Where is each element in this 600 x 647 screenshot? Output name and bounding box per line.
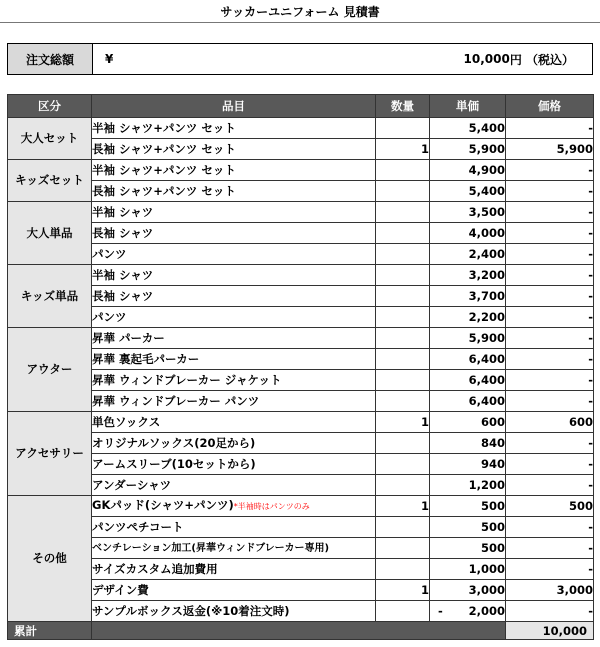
header-quantity: 数量 (376, 95, 430, 118)
table-row (8, 160, 594, 181)
sum-row (8, 622, 594, 640)
order-total-value: 10,000 (463, 52, 510, 66)
item-name: 長袖 シャツ (92, 288, 154, 303)
table-row (8, 580, 594, 601)
item-cell (92, 370, 376, 391)
quantity-cell (376, 559, 430, 580)
table-row (8, 517, 594, 538)
header-item: 品目 (92, 95, 376, 118)
unit-price-value: 6,400 (468, 372, 505, 387)
quantity-cell (376, 454, 430, 475)
item-cell (92, 433, 376, 454)
category-cell: アクセサリー (8, 412, 92, 496)
unit-price-value: 1,000 (468, 561, 505, 576)
unit-price-cell (430, 580, 506, 601)
unit-price-value: 5,900 (468, 330, 505, 345)
quantity-cell (376, 265, 430, 286)
price-cell: - (506, 265, 594, 286)
table-row (8, 181, 594, 202)
item-name: 半袖 シャツ+パンツ セット (92, 162, 236, 177)
item-name: アンダーシャツ (92, 477, 172, 492)
item-cell (92, 223, 376, 244)
order-total-box (7, 43, 593, 75)
unit-price-value: 3,000 (468, 582, 505, 597)
table-row (8, 118, 594, 139)
unit-price-value: 940 (480, 456, 505, 471)
price-cell: - (506, 160, 594, 181)
unit-price-cell (430, 265, 506, 286)
item-cell (92, 286, 376, 307)
unit-price-value: 4,900 (468, 162, 505, 177)
currency-symbol: ¥ (105, 52, 114, 66)
item-name: パンツペチコート (92, 519, 184, 534)
table-row (8, 265, 594, 286)
item-name: アームスリーブ(10セットから) (92, 456, 256, 471)
quantity-cell (376, 349, 430, 370)
unit-price-value: 500 (480, 540, 505, 555)
item-name: オリジナルソックス(20足から) (92, 435, 256, 450)
unit-price-cell (430, 496, 506, 517)
minus-sign: - (438, 603, 443, 618)
price-cell: - (506, 181, 594, 202)
unit-price-cell (430, 160, 506, 181)
price-cell: - (506, 328, 594, 349)
order-total-label: 注文総額 (8, 44, 93, 74)
unit-price-value: 840 (480, 435, 505, 450)
unit-price-cell (430, 181, 506, 202)
quantity-cell (376, 160, 430, 181)
item-cell (92, 307, 376, 328)
quantity-cell: 1 (376, 139, 430, 160)
table-row (8, 496, 594, 517)
unit-price-value: 5,400 (468, 183, 505, 198)
table-row (8, 286, 594, 307)
item-cell (92, 580, 376, 601)
category-cell: キッズ単品 (8, 265, 92, 328)
category-cell: アウター (8, 328, 92, 412)
quantity-cell (376, 433, 430, 454)
item-cell (92, 454, 376, 475)
header-unit-price: 単価 (430, 95, 506, 118)
table-row (8, 412, 594, 433)
header-price: 価格 (506, 95, 594, 118)
item-name: 昇華 パーカー (92, 330, 165, 345)
category-cell: その他 (8, 496, 92, 622)
quantity-cell (376, 223, 430, 244)
price-cell: - (506, 118, 594, 139)
price-cell: - (506, 223, 594, 244)
quantity-cell (376, 181, 430, 202)
unit-price-value: 6,400 (468, 393, 505, 408)
price-cell: - (506, 601, 594, 622)
item-name: 長袖 シャツ+パンツ セット (92, 183, 236, 198)
unit-price-cell (430, 118, 506, 139)
item-name: サイズカスタム追加費用 (92, 561, 218, 576)
item-name: ベンチレーション加工(昇華ウィンドブレーカー専用) (92, 542, 330, 554)
price-cell: - (506, 433, 594, 454)
item-name: 昇華 裏起毛パーカー (92, 351, 200, 366)
document-title: サッカーユニフォーム 見積書 (220, 5, 380, 19)
quantity-cell: 1 (376, 412, 430, 433)
price-cell: - (506, 244, 594, 265)
quantity-cell (376, 517, 430, 538)
item-cell (92, 412, 376, 433)
unit-price-cell (430, 412, 506, 433)
table-row (8, 391, 594, 412)
table-row (8, 328, 594, 349)
price-cell: 3,000 (506, 580, 594, 601)
table-row (8, 601, 594, 622)
quantity-cell (376, 307, 430, 328)
price-cell: - (506, 307, 594, 328)
item-name: 半袖 シャツ (92, 204, 154, 219)
unit-price-cell (430, 475, 506, 496)
item-cell (92, 601, 376, 622)
price-cell: - (506, 475, 594, 496)
price-cell: 500 (506, 496, 594, 517)
unit-price-cell (430, 517, 506, 538)
item-cell (92, 538, 376, 559)
unit-price-cell (430, 370, 506, 391)
category-cell: 大人セット (8, 118, 92, 160)
unit-price-cell (430, 433, 506, 454)
item-name: パンツ (92, 246, 127, 261)
quantity-cell (376, 391, 430, 412)
item-cell (92, 118, 376, 139)
quantity-cell (376, 370, 430, 391)
price-cell: - (506, 517, 594, 538)
unit-price-cell (430, 223, 506, 244)
table-row (8, 475, 594, 496)
unit-price-value: 1,200 (468, 477, 505, 492)
table-row (8, 370, 594, 391)
quantity-cell (376, 244, 430, 265)
item-cell (92, 475, 376, 496)
item-cell (92, 496, 376, 517)
item-name: パンツ (92, 309, 127, 324)
unit-price-value: 5,400 (468, 120, 505, 135)
item-cell (92, 139, 376, 160)
table-row (8, 349, 594, 370)
item-name: 長袖 シャツ (92, 225, 154, 240)
price-cell: - (506, 538, 594, 559)
table-header-row (8, 95, 594, 118)
item-name: 単色ソックス (92, 414, 161, 429)
quantity-cell (376, 118, 430, 139)
quantity-cell (376, 202, 430, 223)
table-row (8, 307, 594, 328)
item-name: GKパッド(シャツ+パンツ) (92, 498, 234, 512)
header-category: 区分 (8, 95, 92, 118)
unit-price-value: 2,200 (468, 309, 505, 324)
unit-price-cell (430, 286, 506, 307)
table-row (8, 202, 594, 223)
quantity-cell: 1 (376, 580, 430, 601)
unit-price-cell (430, 328, 506, 349)
unit-price-cell (430, 349, 506, 370)
price-cell: - (506, 202, 594, 223)
unit-price-cell (430, 454, 506, 475)
sum-label: 累計 (8, 622, 92, 640)
sum-spacer (92, 622, 506, 640)
price-cell: 5,900 (506, 139, 594, 160)
item-cell (92, 160, 376, 181)
unit-price-value: 4,000 (468, 225, 505, 240)
quantity-cell (376, 601, 430, 622)
unit-price-value: 2,000 (468, 603, 505, 618)
item-cell (92, 559, 376, 580)
item-cell (92, 181, 376, 202)
order-total-unit: 円 （税込） (509, 52, 574, 67)
unit-price-value: 3,700 (468, 288, 505, 303)
sum-value: 10,000 (506, 622, 594, 640)
price-cell: - (506, 391, 594, 412)
unit-price-cell (430, 601, 506, 622)
quantity-cell: 1 (376, 496, 430, 517)
table-row (8, 454, 594, 475)
item-name: 半袖 シャツ (92, 267, 154, 282)
item-cell (92, 202, 376, 223)
item-note: *半袖時はパンツのみ (233, 502, 310, 511)
price-cell: - (506, 370, 594, 391)
category-cell: 大人単品 (8, 202, 92, 265)
table-row (8, 559, 594, 580)
table-row (8, 433, 594, 454)
unit-price-cell (430, 139, 506, 160)
unit-price-value: 5,900 (468, 141, 505, 156)
item-cell (92, 244, 376, 265)
order-total-amount (145, 44, 592, 74)
item-cell (92, 517, 376, 538)
unit-price-value: 600 (480, 414, 505, 429)
unit-price-cell (430, 307, 506, 328)
item-cell (92, 391, 376, 412)
quantity-cell (376, 475, 430, 496)
unit-price-cell (430, 391, 506, 412)
unit-price-value: 6,400 (468, 351, 505, 366)
title-divider (0, 22, 600, 23)
quantity-cell (376, 328, 430, 349)
table-row (8, 538, 594, 559)
item-name: 昇華 ウィンドブレーカー ジャケット (92, 372, 282, 387)
unit-price-value: 2,400 (468, 246, 505, 261)
item-cell (92, 349, 376, 370)
unit-price-cell (430, 244, 506, 265)
quantity-cell (376, 286, 430, 307)
item-name: サンプルボックス返金(※10着注文時) (92, 603, 290, 618)
price-cell: - (506, 559, 594, 580)
item-name: 昇華 ウィンドブレーカー パンツ (92, 393, 260, 408)
item-name: 半袖 シャツ+パンツ セット (92, 120, 236, 135)
unit-price-cell (430, 559, 506, 580)
category-cell: キッズセット (8, 160, 92, 202)
table-row (8, 139, 594, 160)
unit-price-value: 3,500 (468, 204, 505, 219)
unit-price-value: 3,200 (468, 267, 505, 282)
table-row (8, 244, 594, 265)
item-name: 長袖 シャツ+パンツ セット (92, 141, 236, 156)
quote-table-body (8, 118, 594, 622)
unit-price-cell (430, 538, 506, 559)
quantity-cell (376, 538, 430, 559)
item-cell (92, 328, 376, 349)
table-row (8, 223, 594, 244)
unit-price-cell (430, 202, 506, 223)
item-name: デザイン費 (92, 582, 149, 597)
unit-price-value: 500 (480, 519, 505, 534)
price-cell: - (506, 454, 594, 475)
item-cell (92, 265, 376, 286)
price-cell: - (506, 349, 594, 370)
quote-table (7, 94, 594, 640)
price-cell: 600 (506, 412, 594, 433)
unit-price-value: 500 (480, 498, 505, 513)
price-cell: - (506, 286, 594, 307)
